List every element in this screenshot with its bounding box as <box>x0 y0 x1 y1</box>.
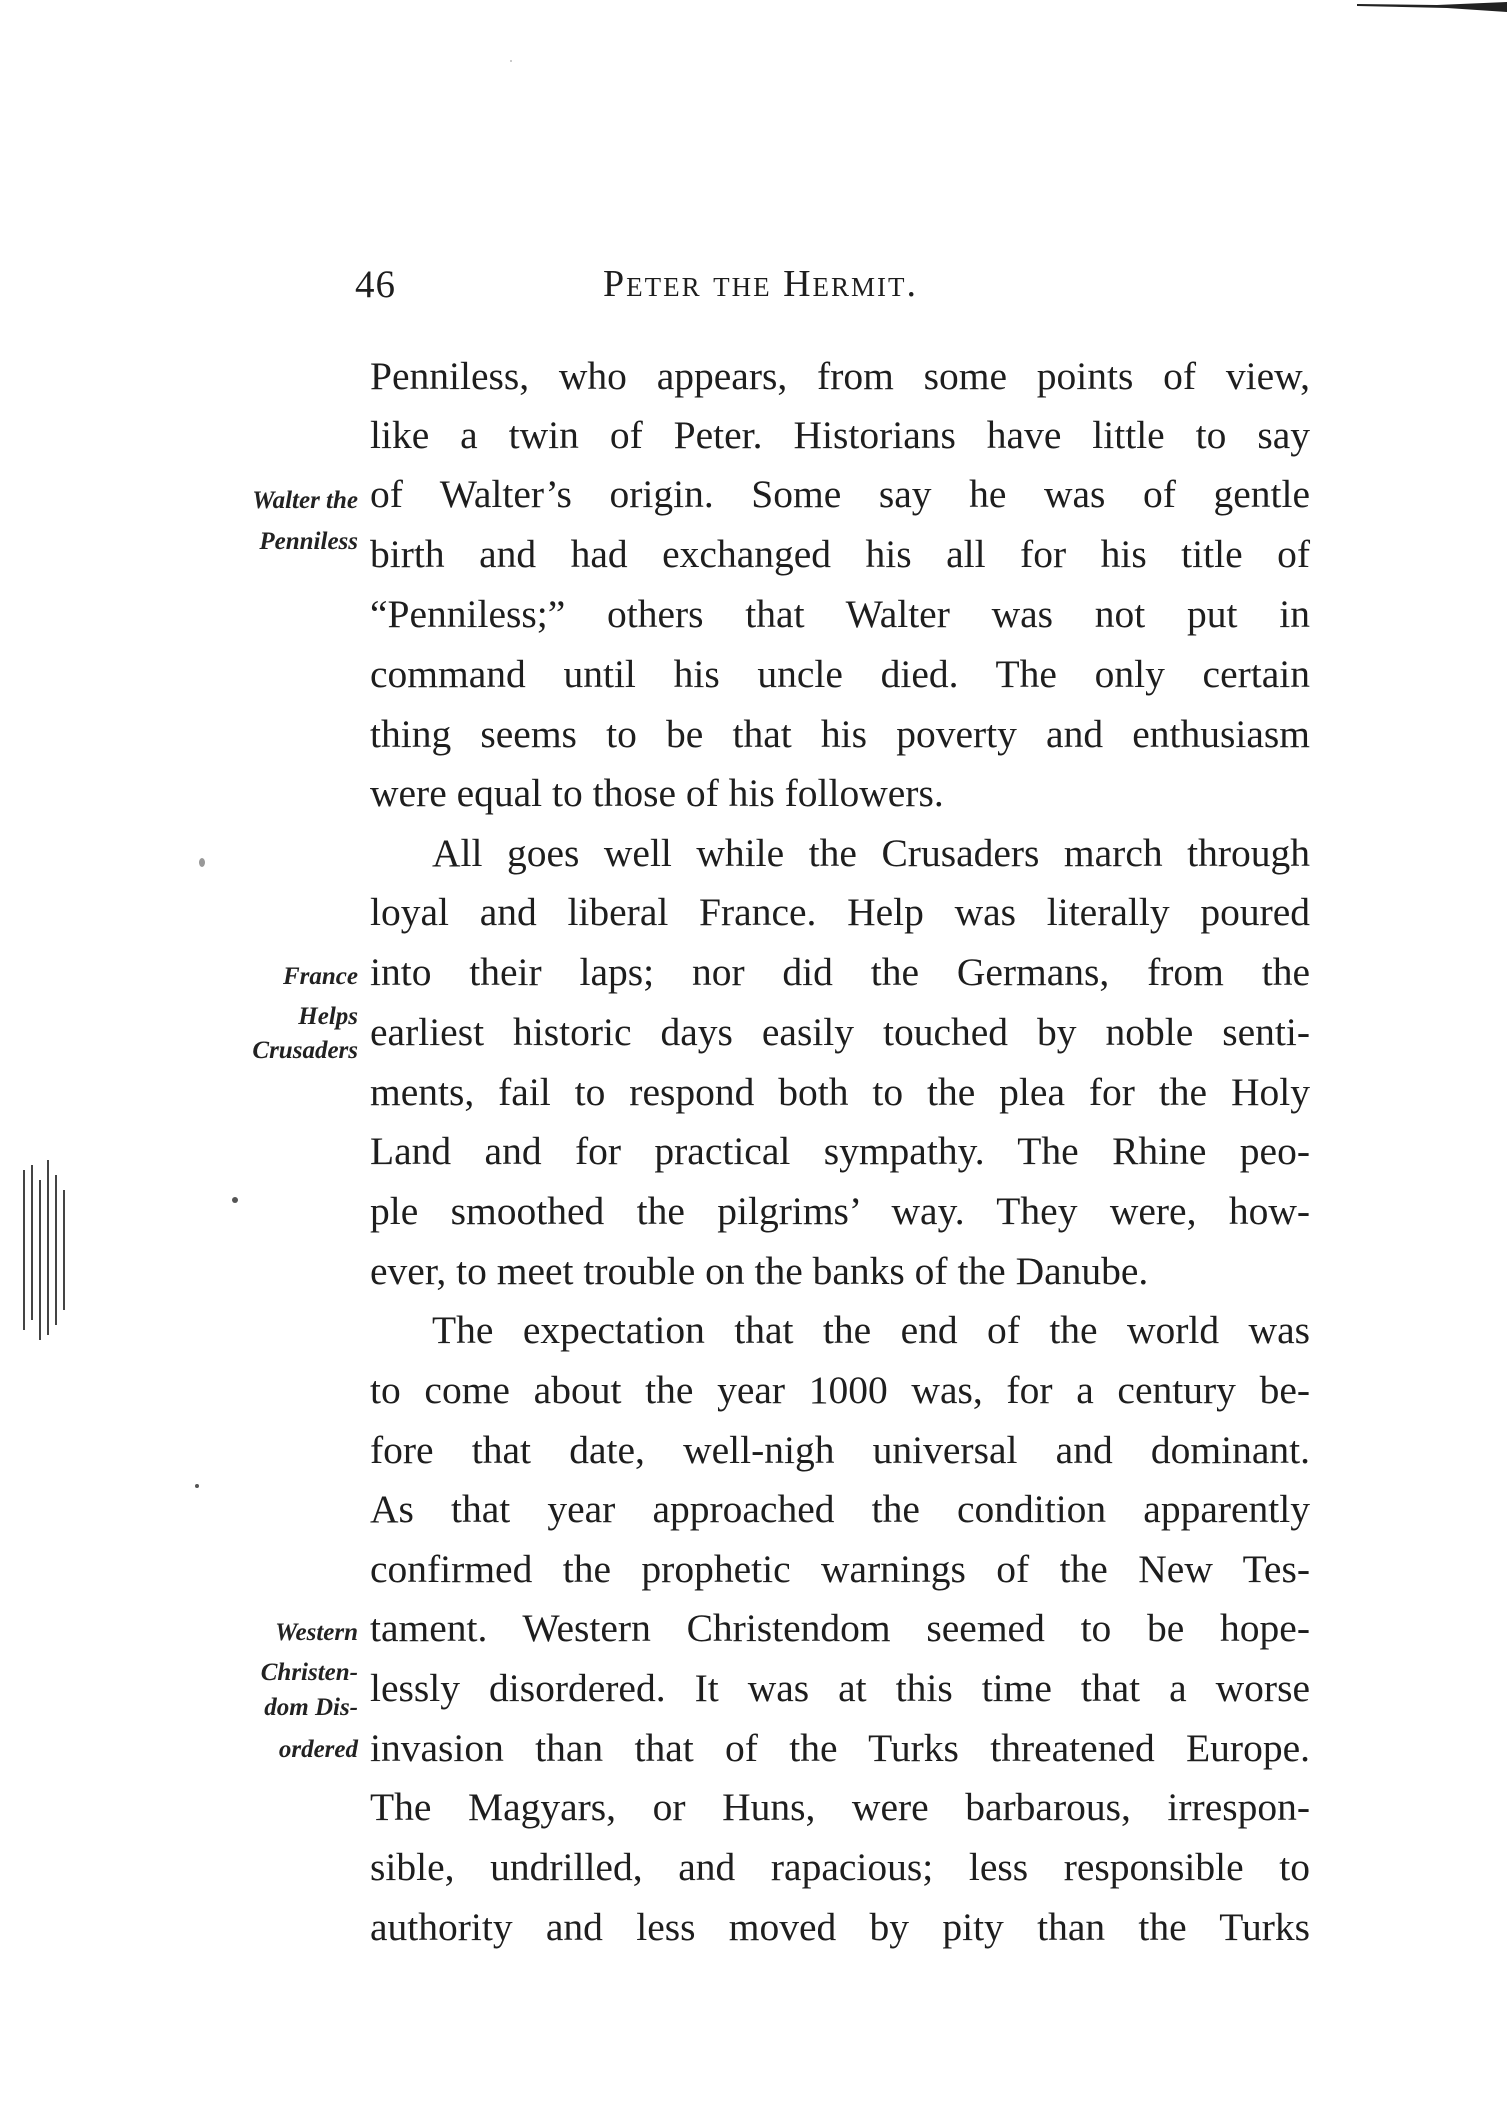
side-note-line: ordered <box>278 1736 358 1763</box>
body-line: As that year approached the condition apparently <box>370 1487 1310 1531</box>
body-line: loyal and liberal France. Help was literally poured <box>370 890 1310 934</box>
body-line: of Walter’s origin. Some say he was of gentle <box>370 472 1310 516</box>
body-line: Penniless, who appears, from some points of view, <box>370 354 1310 398</box>
body-line: like a twin of Peter. Historians have little to say <box>370 413 1310 457</box>
running-title: Peter the Hermit. <box>603 263 919 305</box>
body-line: The Magyars, or Huns, were barbarous, irrespon- <box>370 1785 1310 1829</box>
body-line: invasion than that of the Turks threatened Europe. <box>370 1726 1310 1770</box>
body-line: ever, to meet trouble on the banks of the Danube. <box>370 1249 1149 1293</box>
body-line: fore that date, well-nigh universal and dominant. <box>370 1428 1310 1472</box>
side-note-line: Walter the <box>252 487 358 514</box>
body-line: All goes well while the Crusaders march through <box>432 831 1310 875</box>
body-line: The expectation that the end of the world was <box>432 1308 1310 1352</box>
body-line: ple smoothed the pilgrims’ way. They were, how- <box>370 1189 1310 1233</box>
body-line: earliest historic days easily touched by noble senti- <box>370 1010 1310 1054</box>
scan-speck <box>510 60 512 62</box>
body-line: confirmed the prophetic warnings of the New Tes- <box>370 1547 1310 1591</box>
body-line: into their laps; nor did the Germans, from the <box>370 950 1310 994</box>
side-note-line: Christen- <box>260 1659 358 1686</box>
side-note-line: Crusaders <box>252 1037 358 1064</box>
body-line: tament. Western Christendom seemed to be hope- <box>370 1606 1310 1650</box>
running-head <box>355 262 1310 322</box>
body-line: Land and for practical sympathy. The Rhine peo- <box>370 1129 1310 1173</box>
side-note-line: Helps <box>298 1003 358 1030</box>
scan-edge-mark <box>1357 0 1507 14</box>
body-line: command until his uncle died. The only certain <box>370 652 1310 696</box>
body-line: lessly disordered. It was at this time that a worse <box>370 1666 1310 1710</box>
body-line: ments, fail to respond both to the plea for the Holy <box>370 1070 1310 1114</box>
body-line: authority and less moved by pity than the Turks <box>370 1905 1310 1949</box>
side-note-line: Penniless <box>259 528 358 555</box>
body-line: birth and had exchanged his all for his title of <box>370 532 1310 576</box>
scan-speck <box>195 1484 199 1488</box>
body-line: to come about the year 1000 was, for a century be- <box>370 1368 1310 1412</box>
body-line: thing seems to be that his poverty and enthusiasm <box>370 712 1310 756</box>
side-note-line: France <box>283 963 358 990</box>
margin-scan-marks <box>20 1160 70 1350</box>
body-line: “Penniless;” others that Walter was not put in <box>370 592 1310 636</box>
scan-speck <box>199 858 205 867</box>
body-line: sible, undrilled, and rapacious; less responsible to <box>370 1845 1310 1889</box>
body-line: were equal to those of his followers. <box>370 771 944 815</box>
page-number: 46 <box>355 263 396 306</box>
side-note-line: Western <box>275 1619 358 1646</box>
scan-speck <box>232 1197 238 1203</box>
side-note-line: dom Dis- <box>264 1694 358 1721</box>
